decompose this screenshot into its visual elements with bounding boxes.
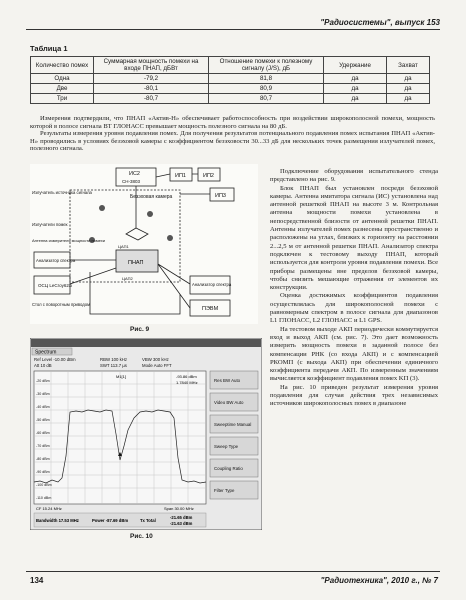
ip1-label: ИП1 bbox=[175, 173, 186, 179]
paragraph: Результаты измерения уровня подавления помех. Для получения результатов потенциального подавления помех испытания ПНАП «Актив-Н» проводились в условиях безэховой камеры с коэффициентом безэховости 30...33 дБ для нескольких точек размещения излучателей помех, полезного сигнала. bbox=[30, 130, 435, 153]
table-caption: Таблица 1 bbox=[30, 44, 68, 53]
marker-frequency: 1.7840 MHz bbox=[176, 380, 198, 385]
running-header: "Радиосистемы", выпуск 153 bbox=[320, 18, 440, 27]
table-cell: -79,2 bbox=[94, 74, 209, 84]
control-antenna-label: Антенна измерителя мощности помехи bbox=[32, 238, 106, 243]
ref-level: Ref Level -10.00 dBm bbox=[34, 357, 76, 362]
softkey-res-bw: Res BW Auto bbox=[214, 378, 241, 383]
span-value: Span 30.00 MHz bbox=[164, 506, 194, 511]
test-stand-schematic bbox=[30, 164, 258, 324]
figure-9-caption: Рис. 9 bbox=[130, 326, 150, 333]
ic2-model: СН-3803 bbox=[122, 179, 141, 184]
bandwidth-value: Bandwidth 17.53 MHz bbox=[36, 518, 79, 523]
table-cell: да bbox=[324, 74, 387, 84]
table-cell: да bbox=[387, 74, 430, 84]
page-number: 134 bbox=[30, 576, 44, 585]
table-header-cell: Количество помех bbox=[31, 57, 94, 74]
softkey-sweeptime: Sweeptime Manual bbox=[214, 422, 252, 427]
vbw-value: VBW 300 kHz bbox=[142, 357, 169, 362]
table-cell: да bbox=[324, 84, 387, 94]
cap1-label: ЦАП1 bbox=[118, 244, 129, 249]
marker-label: M1[1] bbox=[116, 374, 127, 379]
figure-9-diagram bbox=[30, 164, 258, 324]
turntable-label: Стол с поворотным приводом bbox=[32, 302, 90, 307]
table-row bbox=[31, 84, 430, 94]
chamber-label: Безэховая камера bbox=[130, 194, 173, 200]
table-cell: да bbox=[387, 84, 430, 94]
ytick: -30 dBm bbox=[36, 392, 50, 396]
rbw-value: RBW 100 kHz bbox=[100, 357, 127, 362]
mode-value: Mode Auto FFT bbox=[142, 363, 172, 368]
noise-emitters-label: Излучатели помех bbox=[32, 222, 68, 227]
table-1 bbox=[30, 56, 430, 104]
paragraph: Оценка достижимых коэффициентов подавления осуществлялась для широкополосной помехи с равномерным спектром в полосе сигнала для диапазонов L1 ГЛОНАСС, L2 ГЛОНАСС и L1 GPS. bbox=[270, 292, 438, 325]
table-cell: 80,7 bbox=[209, 94, 324, 104]
power-value: Power -87.69 dBm bbox=[92, 518, 129, 523]
swt-value: SWT 113.7 µs bbox=[100, 363, 127, 368]
ip2-label: ИП2 bbox=[203, 173, 214, 179]
pc-label: ПЭВМ bbox=[202, 306, 219, 312]
tx-total-label: Tx Total bbox=[140, 518, 156, 523]
attenuation: Att 10 dB bbox=[34, 363, 52, 368]
marker-value: -93.86 dBm bbox=[176, 374, 197, 379]
header-rule bbox=[26, 29, 440, 30]
table-cell: Три bbox=[31, 94, 94, 104]
paragraph: Подключение оборудования испытательного стенда представлено на рис. 9. bbox=[270, 168, 438, 184]
softkey-sweep-type: Sweep Type bbox=[214, 444, 239, 449]
paragraph: На рис. 10 приведен результат измерения уровня подавления для случая действия трех независимых источников широкополосных помех в диапазоне bbox=[270, 383, 438, 408]
cap2-label: ЦАП2 bbox=[122, 276, 133, 281]
table-cell: Две bbox=[31, 84, 94, 94]
table-row bbox=[31, 94, 430, 104]
ytick: -20 dBm bbox=[36, 379, 50, 383]
paragraph: Блок ПНАП был установлен посреди безэховой камеры. Антенна имитатора сигнала (ИС) установлена над антенной решеткой ПНАП на высоте 3 м. Контрольная антенна мощности помехи установлена в непосредственной близости от антенной решетки ПНАП. Антенны излучателей помех разнесены пространственно и расположены на углах, близких к горизонту на расстоянии 2...2,5 м от антенной решетки ПНАП. Анализатор спектра подключен к тестовому выходу ПНАП, который используется для контроля уровня подавления помехи. Все приборы размещены вне пределов безэховой камеры, чтобы снизить мешающие отражения от элементов их конструкции. bbox=[270, 184, 438, 292]
source-emitter-label: Излучатель источника сигнала bbox=[32, 190, 92, 195]
table-cell: 80,9 bbox=[209, 84, 324, 94]
table-row bbox=[31, 74, 430, 84]
ytick: -40 dBm bbox=[36, 405, 50, 409]
center-frequency: CF 15.24 MHz bbox=[36, 506, 62, 511]
table-cell: -80,1 bbox=[94, 84, 209, 94]
paragraph: На тестовом выходе АКП периодически коммутируется вход и выход АКП (см. рис. 7). Это дает возможность измерить мощность помехи в заданной полосе без компенсации PНК (со входа АКП) и с компенсацией PКОМП (с выхода АКП) при обеспечении единичного коэффициента передачи АКП. По измеренным значениям вычисляется коэффициент подавления помех KП (3). bbox=[270, 325, 438, 383]
paragraph: Измерения подтвердили, что ПНАП «Актив-Н» обеспечивает работоспособность при воздействии широкополосной помехи, мощность которой в полосе сигнала ВТ ГЛОНАСС превышает мощность полезного сигнала на 80 дБ. bbox=[30, 115, 435, 130]
spectrum-screenshot bbox=[30, 338, 262, 530]
spectrum-tab-title: Spectrum bbox=[35, 349, 57, 356]
right-column-text bbox=[270, 168, 438, 409]
figure-10-caption: Рис. 10 bbox=[130, 533, 153, 540]
softkey-video-bw: Video BW Auto bbox=[214, 400, 244, 405]
tx-value-1: -21.65 dBm bbox=[170, 515, 193, 520]
table-header-cell: Захват bbox=[387, 57, 430, 74]
pnap-label: ПНАП bbox=[128, 260, 144, 266]
ytick: -60 dBm bbox=[36, 431, 50, 435]
table-cell: 81,8 bbox=[209, 74, 324, 84]
table-cell: да bbox=[324, 94, 387, 104]
softkey-filter-type: Filter Type bbox=[214, 488, 235, 493]
table-header-cell: Удержание bbox=[324, 57, 387, 74]
table-cell: -80,7 bbox=[94, 94, 209, 104]
ic2-label: ИС2 bbox=[129, 171, 140, 177]
table-cell: Одна bbox=[31, 74, 94, 84]
figure-10-spectrum bbox=[30, 338, 262, 530]
ytick: -100 dBm bbox=[36, 483, 52, 487]
table-header-cell: Отношение помехи к полезному сигналу (J/S), дБ bbox=[209, 57, 324, 74]
oscilloscope-label: ОСЦ LeCroy62xi bbox=[38, 283, 73, 288]
journal-name: "Радиотехника", 2010 г., № 7 bbox=[320, 576, 438, 585]
spectrum-analyzer-label: Анализатор спектра bbox=[36, 258, 76, 263]
softkey-coupling-ratio: Coupling Ratio bbox=[214, 466, 243, 471]
ip3-label: ИП3 bbox=[215, 193, 226, 199]
ytick: -70 dBm bbox=[36, 444, 50, 448]
ytick: -90 dBm bbox=[36, 470, 50, 474]
table-header-cell: Суммарная мощность помехи на входе ПНАП, дБВт bbox=[94, 57, 209, 74]
table-cell: да bbox=[387, 94, 430, 104]
ytick: -80 dBm bbox=[36, 457, 50, 461]
footer-rule bbox=[26, 571, 440, 572]
intro-text bbox=[30, 115, 435, 153]
tx-value-2: -21.63 dBm bbox=[170, 521, 193, 526]
ytick: -50 dBm bbox=[36, 418, 50, 422]
analyzer2-label: Анализатор спектра bbox=[192, 282, 232, 287]
ytick: -110 dBm bbox=[36, 496, 52, 500]
table-header-row bbox=[31, 57, 430, 74]
